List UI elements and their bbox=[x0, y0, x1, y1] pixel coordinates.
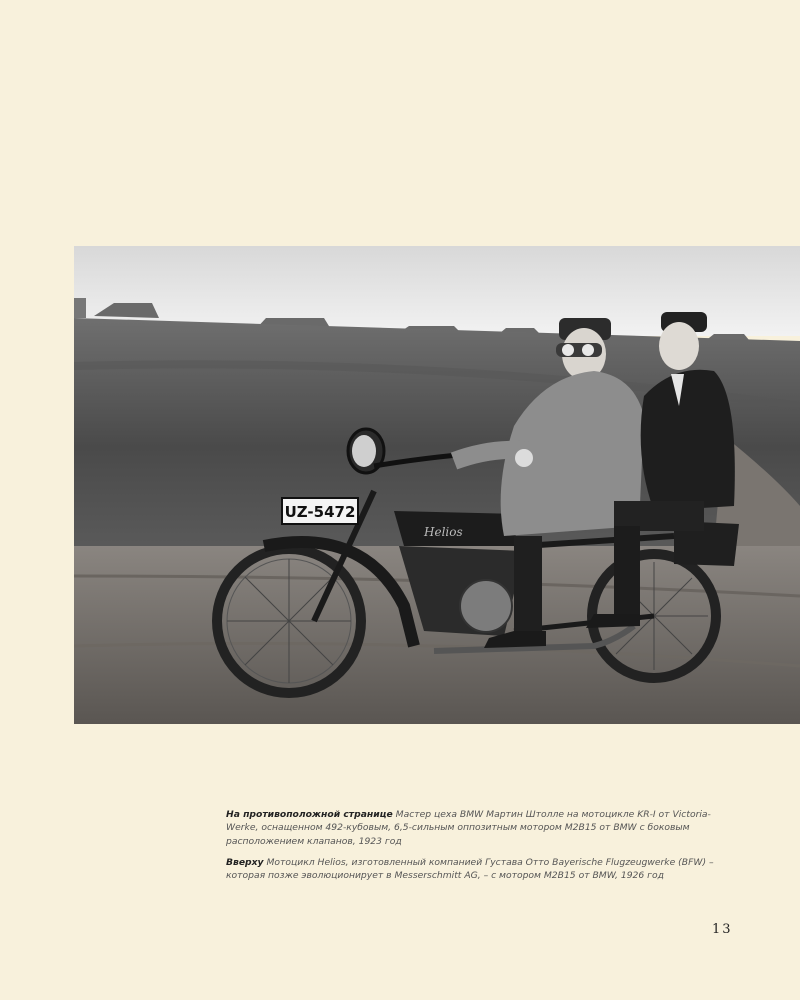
caption-text: Мастер цеха BMW Мартин Штолле на мотоцикле KR-I от Victoria-Werke, оснащенном 492-кубовым, 6,5-сильным оппозитным мотором M2B15 от BMW с боковым расположением клапанов, 1923 год bbox=[226, 809, 711, 847]
caption-text: Мотоцикл Helios, изготовленный компанией Густава Отто Bayerische Flugzeugwerke (BFW) – которая позже эволюционирует в Messerschmitt AG, – с мотором M2B15 от BMW, 1926 год bbox=[226, 856, 714, 882]
caption-lead: На противоположной странице bbox=[226, 809, 393, 820]
caption-opposite-page bbox=[226, 808, 726, 848]
tank-text: Helios bbox=[424, 525, 463, 539]
caption-above bbox=[226, 856, 726, 883]
page-number: 13 bbox=[712, 922, 733, 937]
caption-block bbox=[226, 808, 726, 890]
motorcycle-photo bbox=[74, 246, 800, 724]
license-plate-text: UZ-5472 bbox=[284, 503, 356, 521]
caption-lead: Вверху bbox=[226, 856, 264, 868]
